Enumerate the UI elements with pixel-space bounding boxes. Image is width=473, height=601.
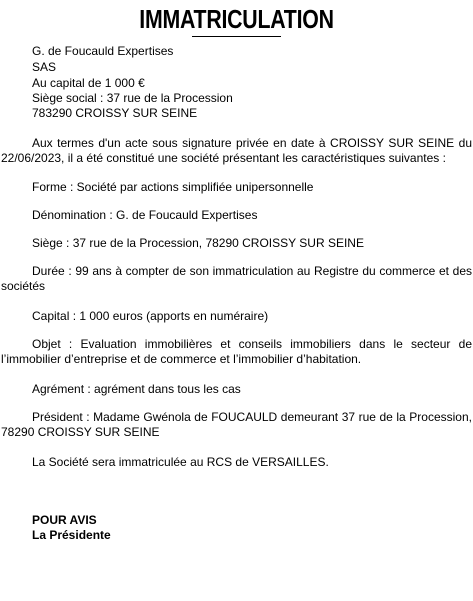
field-president-line-2: 78290 CROISSY SUR SEINE (1, 425, 160, 439)
company-seat: Siège social : 37 rue de la Procession (32, 91, 233, 105)
title-underline (192, 36, 281, 37)
intro-line-1: Aux termes d'un acte sous signature privée en date à CROISSY SUR SEINE du (32, 136, 472, 150)
field-objet-line-1: Objet : Evaluation immobilières et conseils immobiliers dans le secteur de (32, 337, 472, 351)
field-objet-line-2: l’immobilier d’entreprise et de commerce et l’immobilier d’habitation. (1, 352, 362, 366)
signatory-role: La Présidente (32, 528, 111, 542)
field-president-line-1: Président : Madame Gwénola de FOUCAULD demeurant 37 rue de la Procession, (32, 410, 472, 424)
field-agrement: Agrément : agrément dans tous les cas (32, 382, 241, 396)
field-duree-line-2: sociétés (1, 279, 46, 293)
field-denomination: Dénomination : G. de Foucauld Expertises (32, 208, 258, 222)
field-duree-line-1: Durée : 99 ans à compter de son immatriculation au Registre du commerce et des (32, 264, 472, 278)
pour-avis: POUR AVIS (32, 513, 97, 527)
field-forme: Forme : Société par actions simplifiée unipersonnelle (32, 180, 314, 194)
company-capital: Au capital de 1 000 € (32, 76, 145, 90)
rcs-statement: La Société sera immatriculée au RCS de VERSAILLES. (32, 455, 329, 469)
company-form: SAS (32, 60, 57, 74)
intro-line-2: 22/06/2023, il a été constitué une société présentant les caractéristiques suivantes : (1, 151, 446, 165)
company-city: 783290 CROISSY SUR SEINE (32, 106, 198, 120)
notice-title: IMMATRICULATION (139, 4, 334, 34)
company-name: G. de Foucauld Expertises (32, 44, 174, 58)
field-siege: Siège : 37 rue de la Procession, 78290 CROISSY SUR SEINE (32, 236, 364, 250)
field-capital: Capital : 1 000 euros (apports en numéraire) (32, 309, 269, 323)
